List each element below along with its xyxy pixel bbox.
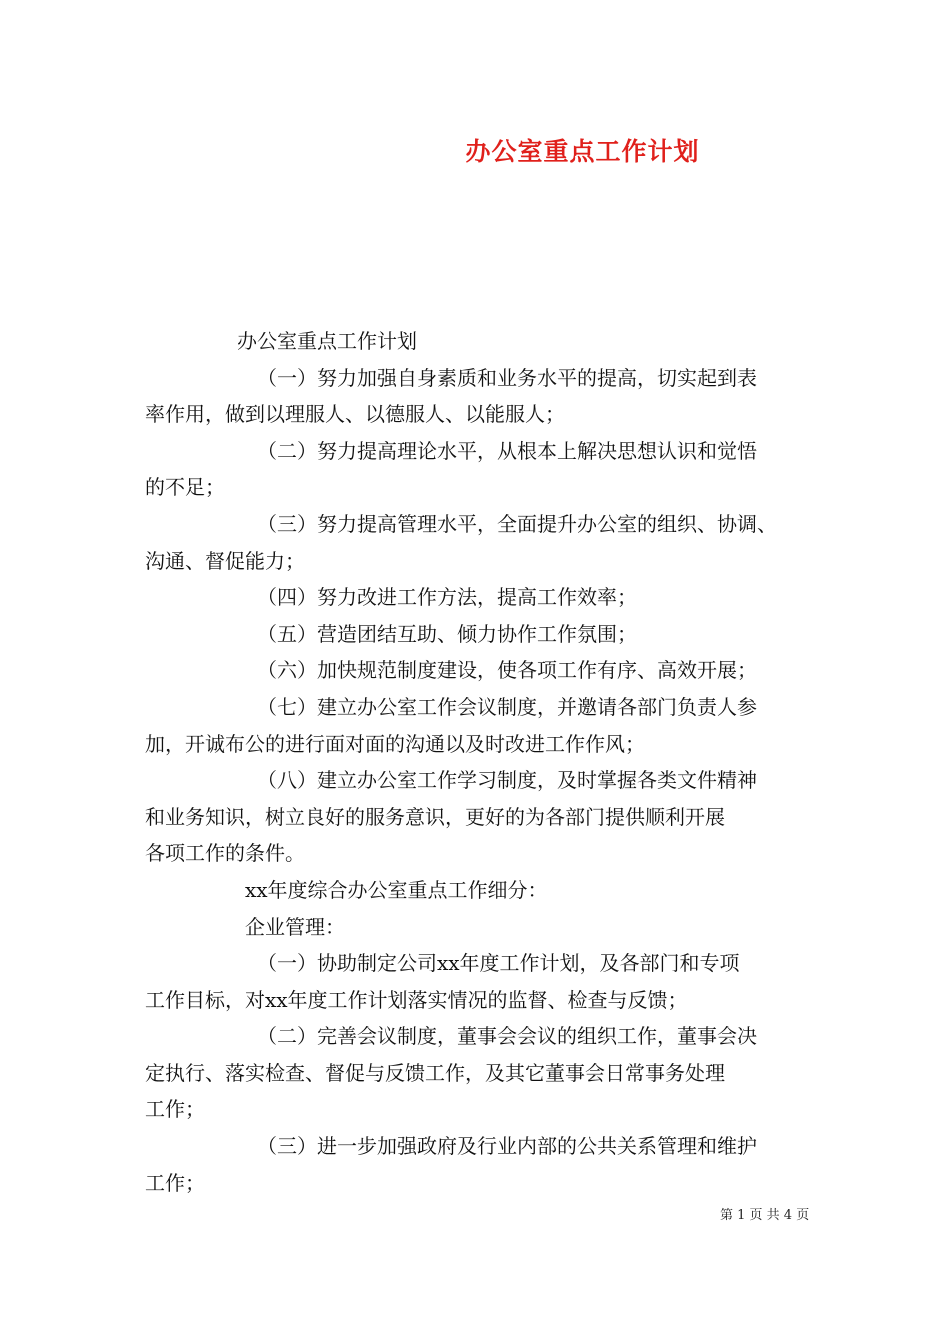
text-line: 沟通、督促能力；	[145, 548, 305, 573]
text-line: （八）建立办公室工作学习制度，及时掌握各类文件精神	[257, 768, 757, 793]
text-line: （一）协助制定公司xx年度工作计划，及各部门和专项	[257, 951, 740, 976]
text-line: （五）营造团结互助、倾力协作工作氛围；	[257, 621, 637, 646]
document-title: 办公室重点工作计划	[465, 137, 700, 166]
text-line: 的不足；	[145, 475, 225, 500]
text-line: 各项工作的条件。	[145, 841, 305, 866]
text-line: 加，开诚布公的进行面对面的沟通以及时改进工作作风；	[145, 731, 645, 756]
page-number: 第 1 页 共 4 页	[720, 1208, 810, 1223]
text-line: 办公室重点工作计划	[237, 329, 417, 353]
text-line: （三）努力提高管理水平，全面提升办公室的组织、协调、	[257, 511, 777, 536]
text-line: （六）加快规范制度建设，使各项工作有序、高效开展；	[257, 658, 757, 683]
text-line: （三）进一步加强政府及行业内部的公共关系管理和维护	[257, 1134, 757, 1159]
text-line: 工作；	[145, 1170, 205, 1195]
text-line: xx年度综合办公室重点工作细分：	[245, 877, 548, 902]
text-line: （二）完善会议制度，董事会会议的组织工作，董事会决	[257, 1024, 757, 1049]
text-line: 企业管理：	[245, 914, 345, 939]
text-line: 率作用，做到以理服人、以德服人、以能服人；	[145, 402, 565, 427]
text-line: （二）努力提高理论水平，从根本上解决思想认识和觉悟	[257, 438, 757, 463]
text-line: （七）建立办公室工作会议制度，并邀请各部门负责人参	[257, 694, 757, 719]
text-line: （一）努力加强自身素质和业务水平的提高，切实起到表	[257, 365, 757, 390]
text-line: 工作；	[145, 1097, 205, 1122]
document-body	[145, 323, 810, 1201]
text-line: 和业务知识，树立良好的服务意识，更好的为各部门提供顺利开展	[145, 804, 725, 829]
text-line: 定执行、落实检查、督促与反馈工作，及其它董事会日常事务处理	[145, 1060, 725, 1085]
text-line: （四）努力改进工作方法，提高工作效率；	[257, 585, 637, 610]
text-line: 工作目标，对xx年度工作计划落实情况的监督、检查与反馈；	[145, 987, 688, 1012]
